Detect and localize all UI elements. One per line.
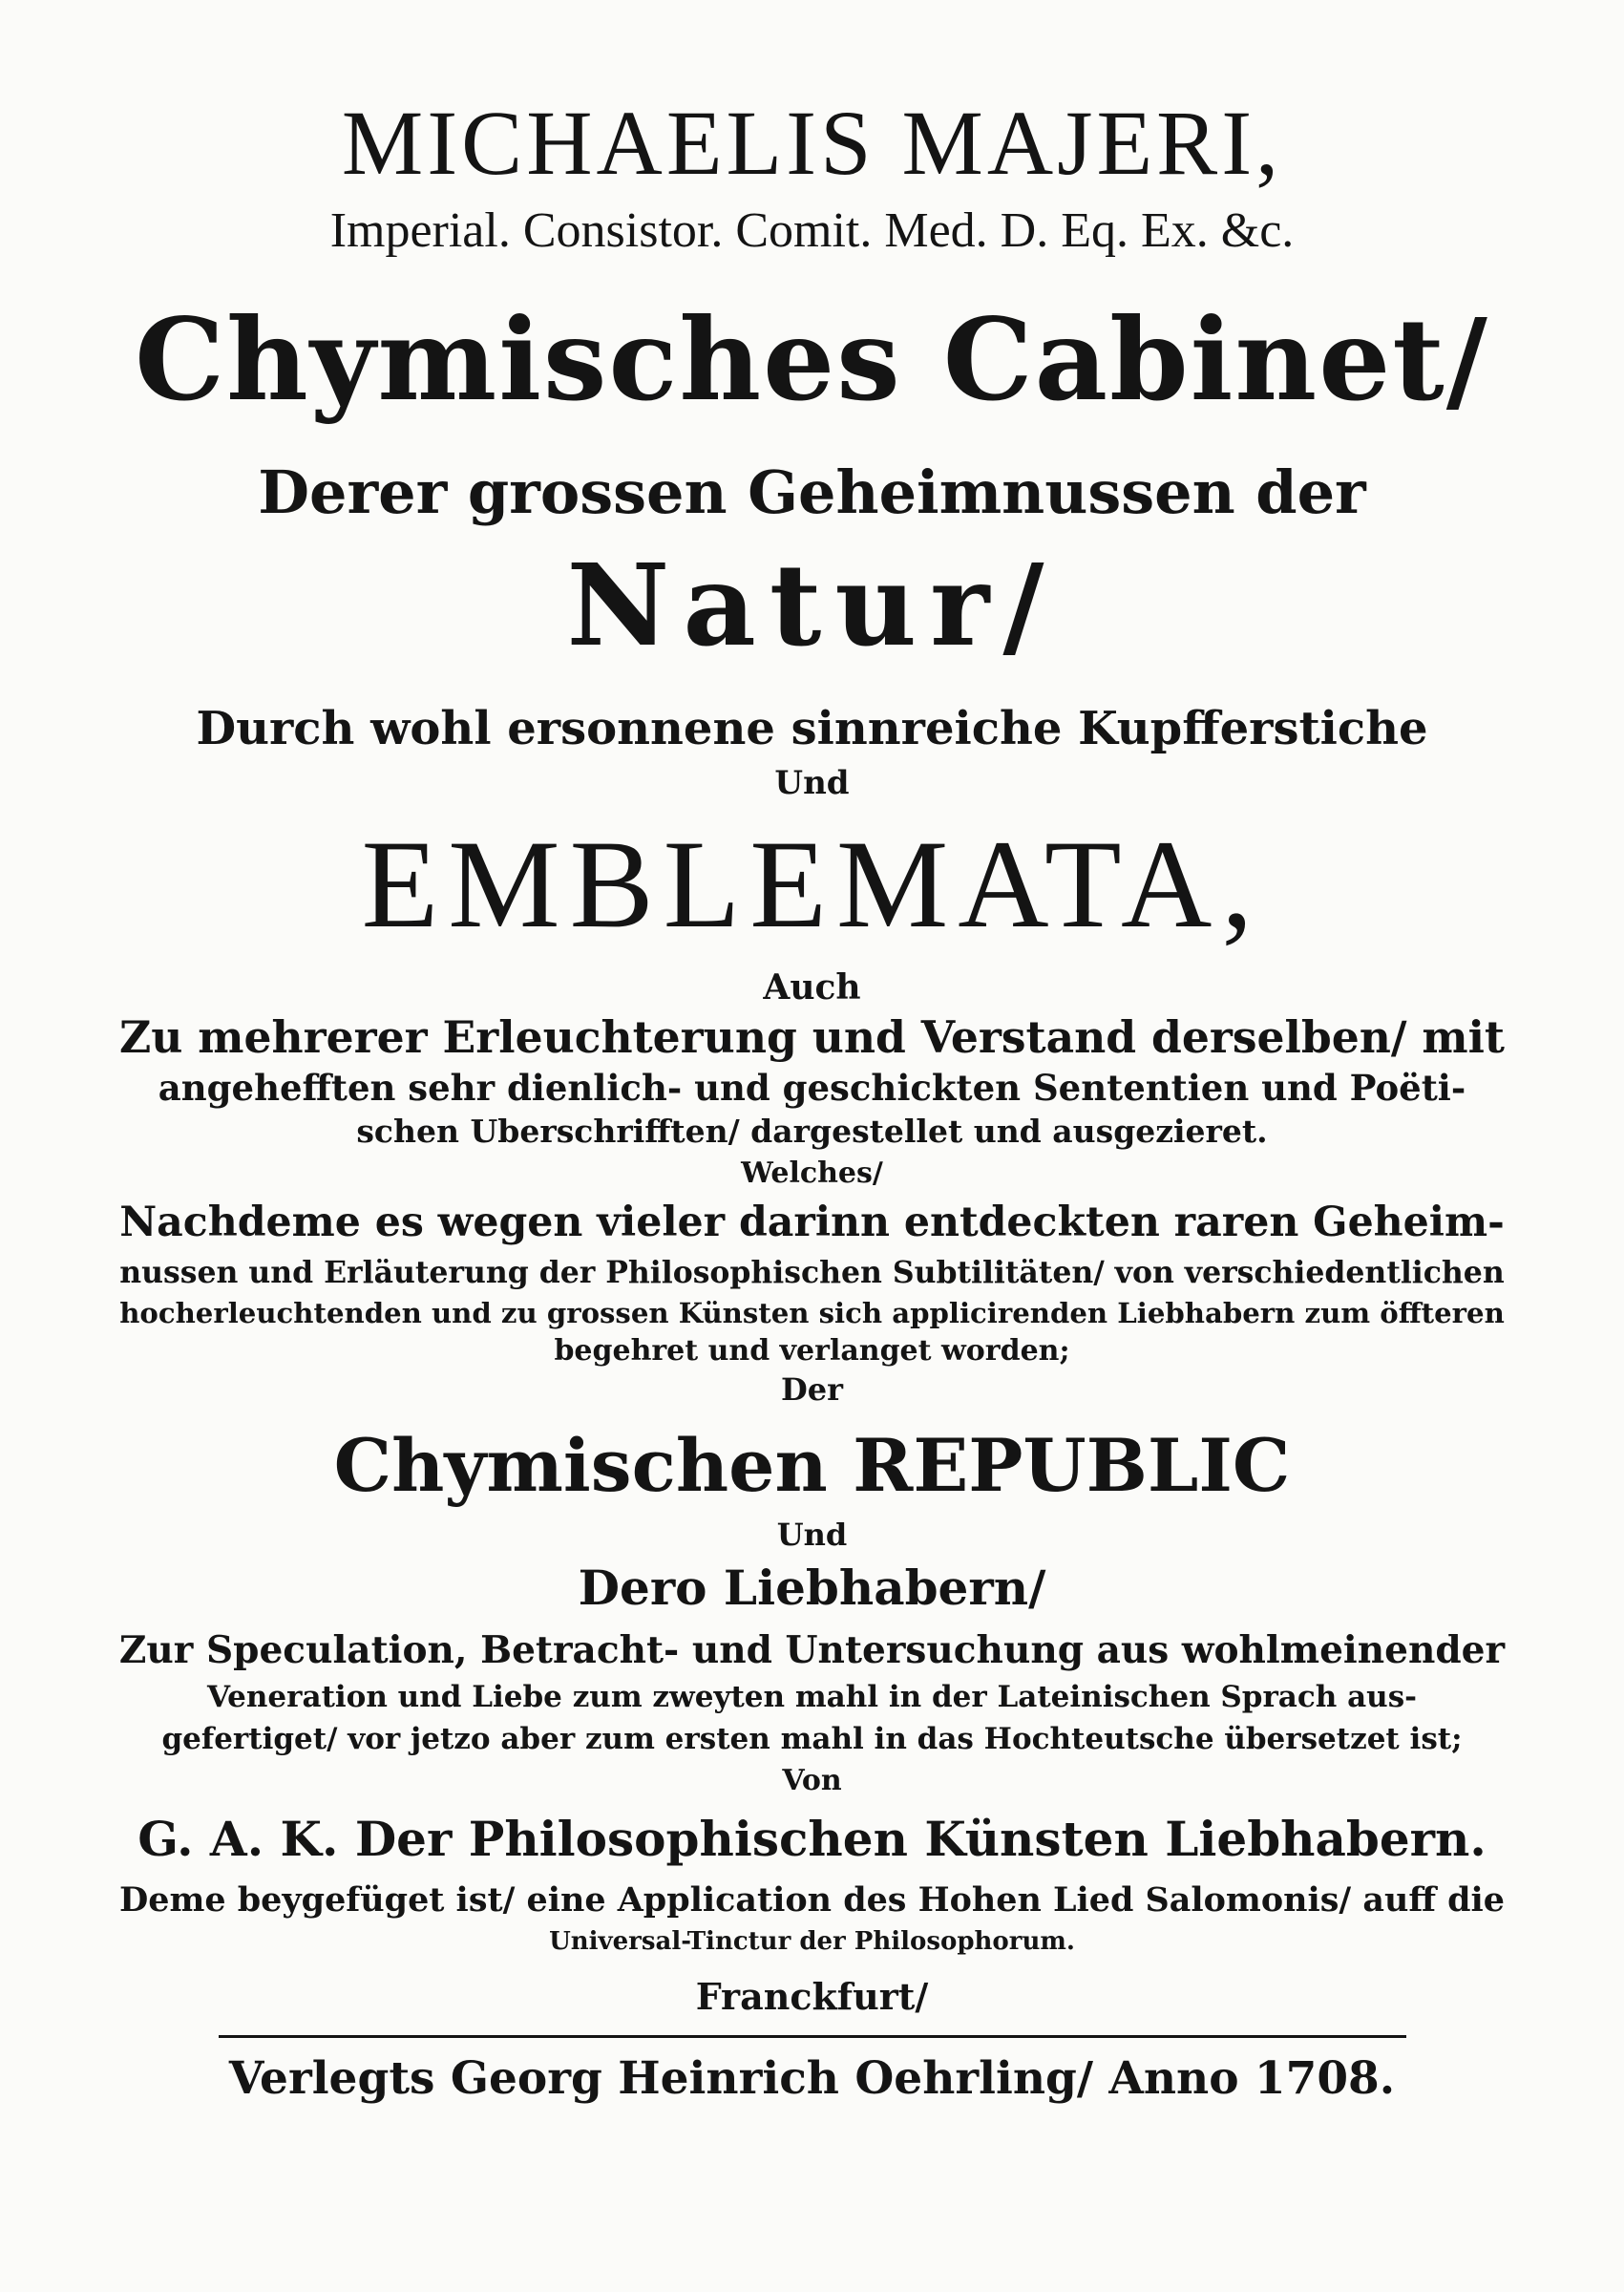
und-1: Und <box>774 764 850 802</box>
author-titles: Imperial. Consistor. Comit. Med. D. Eq. Ex. &c. <box>329 203 1295 258</box>
emblemata-heading: EMBLEMATA, <box>361 814 1263 954</box>
para-1-line-2: angehefften sehr dienlich- und geschickten Sententien und Poëti- <box>158 1067 1466 1109</box>
para-3-line-2: Veneration und Liebe zum zweyten mahl in der Lateinischen Sprach aus- <box>206 1680 1418 1714</box>
welches: Welches/ <box>741 1157 883 1190</box>
author-name: MICHAELIS MAJERI, <box>341 92 1283 194</box>
para-4-line-2: Universal-Tinctur der Philosophorum. <box>549 1927 1075 1956</box>
von: Von <box>782 1764 842 1797</box>
para-2-line-3: hocherleuchtenden und zu grossen Künsten sich applicirenden Liebhabern zum öffteren <box>119 1297 1505 1329</box>
der: Der <box>781 1371 843 1408</box>
subtitle-line-1: Derer grossen Geheimnussen der <box>258 457 1366 527</box>
subtitle-natur: Natur/ <box>566 539 1058 671</box>
para-1-line-1: Zu mehrerer Erleuchterung und Verstand derselben/ mit <box>118 1011 1505 1063</box>
para-2-line-2: nussen und Erläuterung der Philosophischen Subtilitäten/ von verschiedentlichen <box>119 1255 1505 1290</box>
para-2-line-1: Nachdeme es wegen vieler darinn entdeckten raren Geheim- <box>119 1199 1505 1246</box>
imprint: Verlegts Georg Heinrich Oehrling/ Anno 1708. <box>228 2052 1396 2105</box>
auch: Auch <box>763 967 861 1008</box>
para-3-line-3: gefertiget/ vor jetzo aber zum ersten mahl in das Hochteutsche übersetzet ist; <box>161 1722 1463 1756</box>
und-2: Und <box>776 1517 848 1553</box>
republic-heading: Chymischen REPUBLIC <box>333 1423 1291 1508</box>
para-2-line-4: begehret und verlanget worden; <box>554 1334 1070 1368</box>
subtitle-line-2: Durch wohl ersonnene sinnreiche Kupfferstiche <box>196 702 1428 755</box>
para-4-line-1: Deme beygefüget ist/ eine Application des Hohen Lied Salomonis/ auff die <box>118 1880 1506 1920</box>
dero-liebhabern: Dero Liebhabern/ <box>578 1560 1046 1616</box>
para-3-line-1: Zur Speculation, Betracht- und Untersuchung aus wohlmeinender <box>118 1628 1506 1672</box>
place-of-publication: Franckfurt/ <box>695 1975 929 2018</box>
imprint-rule <box>219 2035 1406 2038</box>
para-1-line-3: schen Uberschrifften/ dargestellet und ausgezieret. <box>356 1113 1268 1150</box>
translator: G. A. K. Der Philosophischen Künsten Liebhabern. <box>137 1811 1487 1867</box>
main-title: Chymisches Cabinet/ <box>135 293 1489 426</box>
